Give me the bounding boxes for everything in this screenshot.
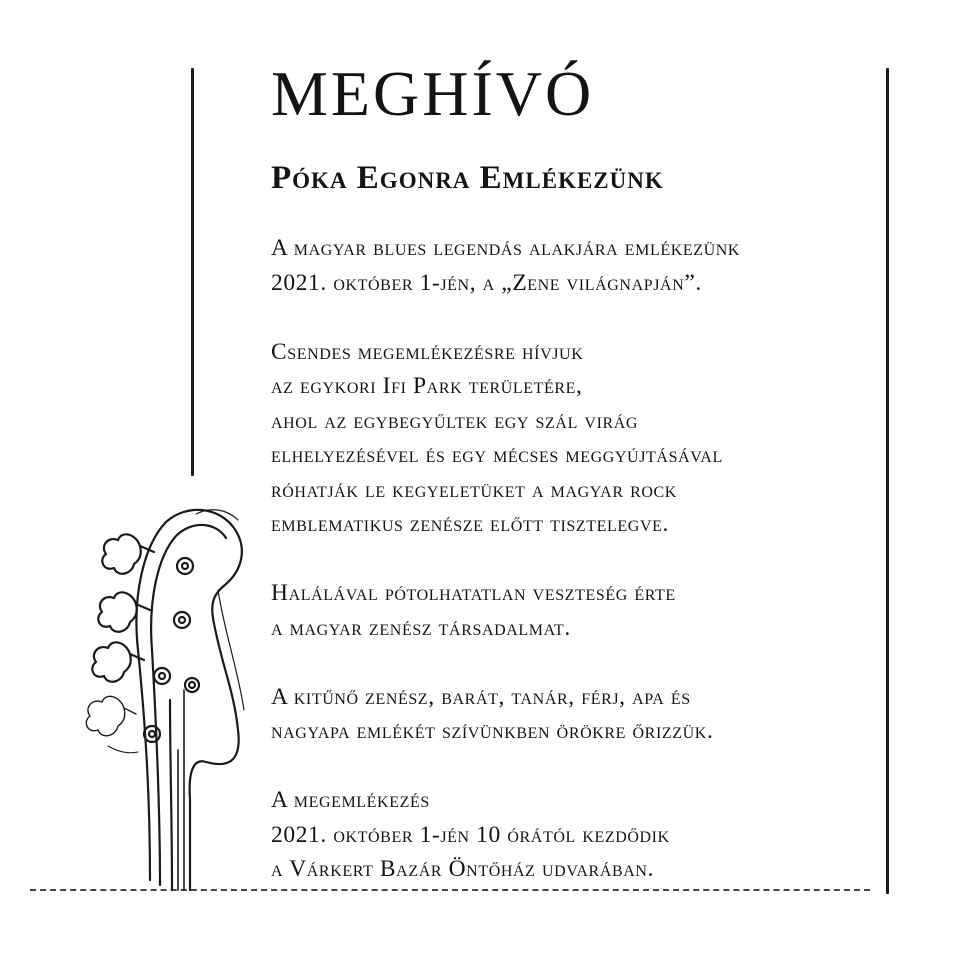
page-title: MEGHÍVÓ	[271, 58, 595, 129]
tuner-key-icon	[86, 696, 136, 735]
text-line: ahol az egybegyűltek egy szál virág	[271, 407, 639, 434]
left-frame-line	[191, 68, 194, 476]
text-line: róhatják le kegyeletüket a magyar rock	[271, 476, 677, 503]
text-line: a Várkert Bazár Öntőház udvarában.	[271, 856, 655, 882]
right-frame-line	[886, 68, 889, 894]
paragraph-memory	[271, 680, 871, 749]
text-line: A megemlékezés	[271, 787, 430, 813]
text-line: 2021. október 1-jén, a „Zene világnapján”.	[271, 269, 702, 296]
text-line: 2021. október 1-jén 10 órától kezdődik	[271, 821, 670, 848]
tuner-key-icon	[98, 592, 150, 631]
text-line: elhelyezésével és egy mécses meggyújtásával	[271, 442, 723, 468]
text-line: A magyar blues legendás alakjára emlékezünk	[271, 235, 741, 261]
paragraph-loss	[271, 576, 871, 645]
text-line: nagyapa emlékét szívünkben örökre őrizzük.	[271, 718, 714, 744]
text-line: az egykori Ifi Park területére,	[271, 373, 583, 399]
text-line: Csendes megemlékezésre hívjuk	[271, 338, 584, 365]
paragraph-details	[271, 783, 871, 887]
paragraph-intro	[271, 231, 871, 300]
subtitle: Póka Egonra Emlékezünk	[271, 160, 664, 196]
bass-guitar-headstock-icon	[78, 500, 288, 895]
text-line: emblematikus zenésze előtt tisztelegve.	[271, 511, 669, 537]
tuner-key-icon	[92, 642, 144, 681]
text-line: a magyar zenész társadalmat.	[271, 614, 571, 641]
text-line: A kitűnő zenész, barát, tanár, férj, apa és	[271, 683, 691, 710]
invitation-body	[271, 231, 871, 921]
paragraph-ceremony	[271, 335, 871, 542]
text-line: Halálával pótolhatatlan veszteség érte	[271, 580, 676, 606]
